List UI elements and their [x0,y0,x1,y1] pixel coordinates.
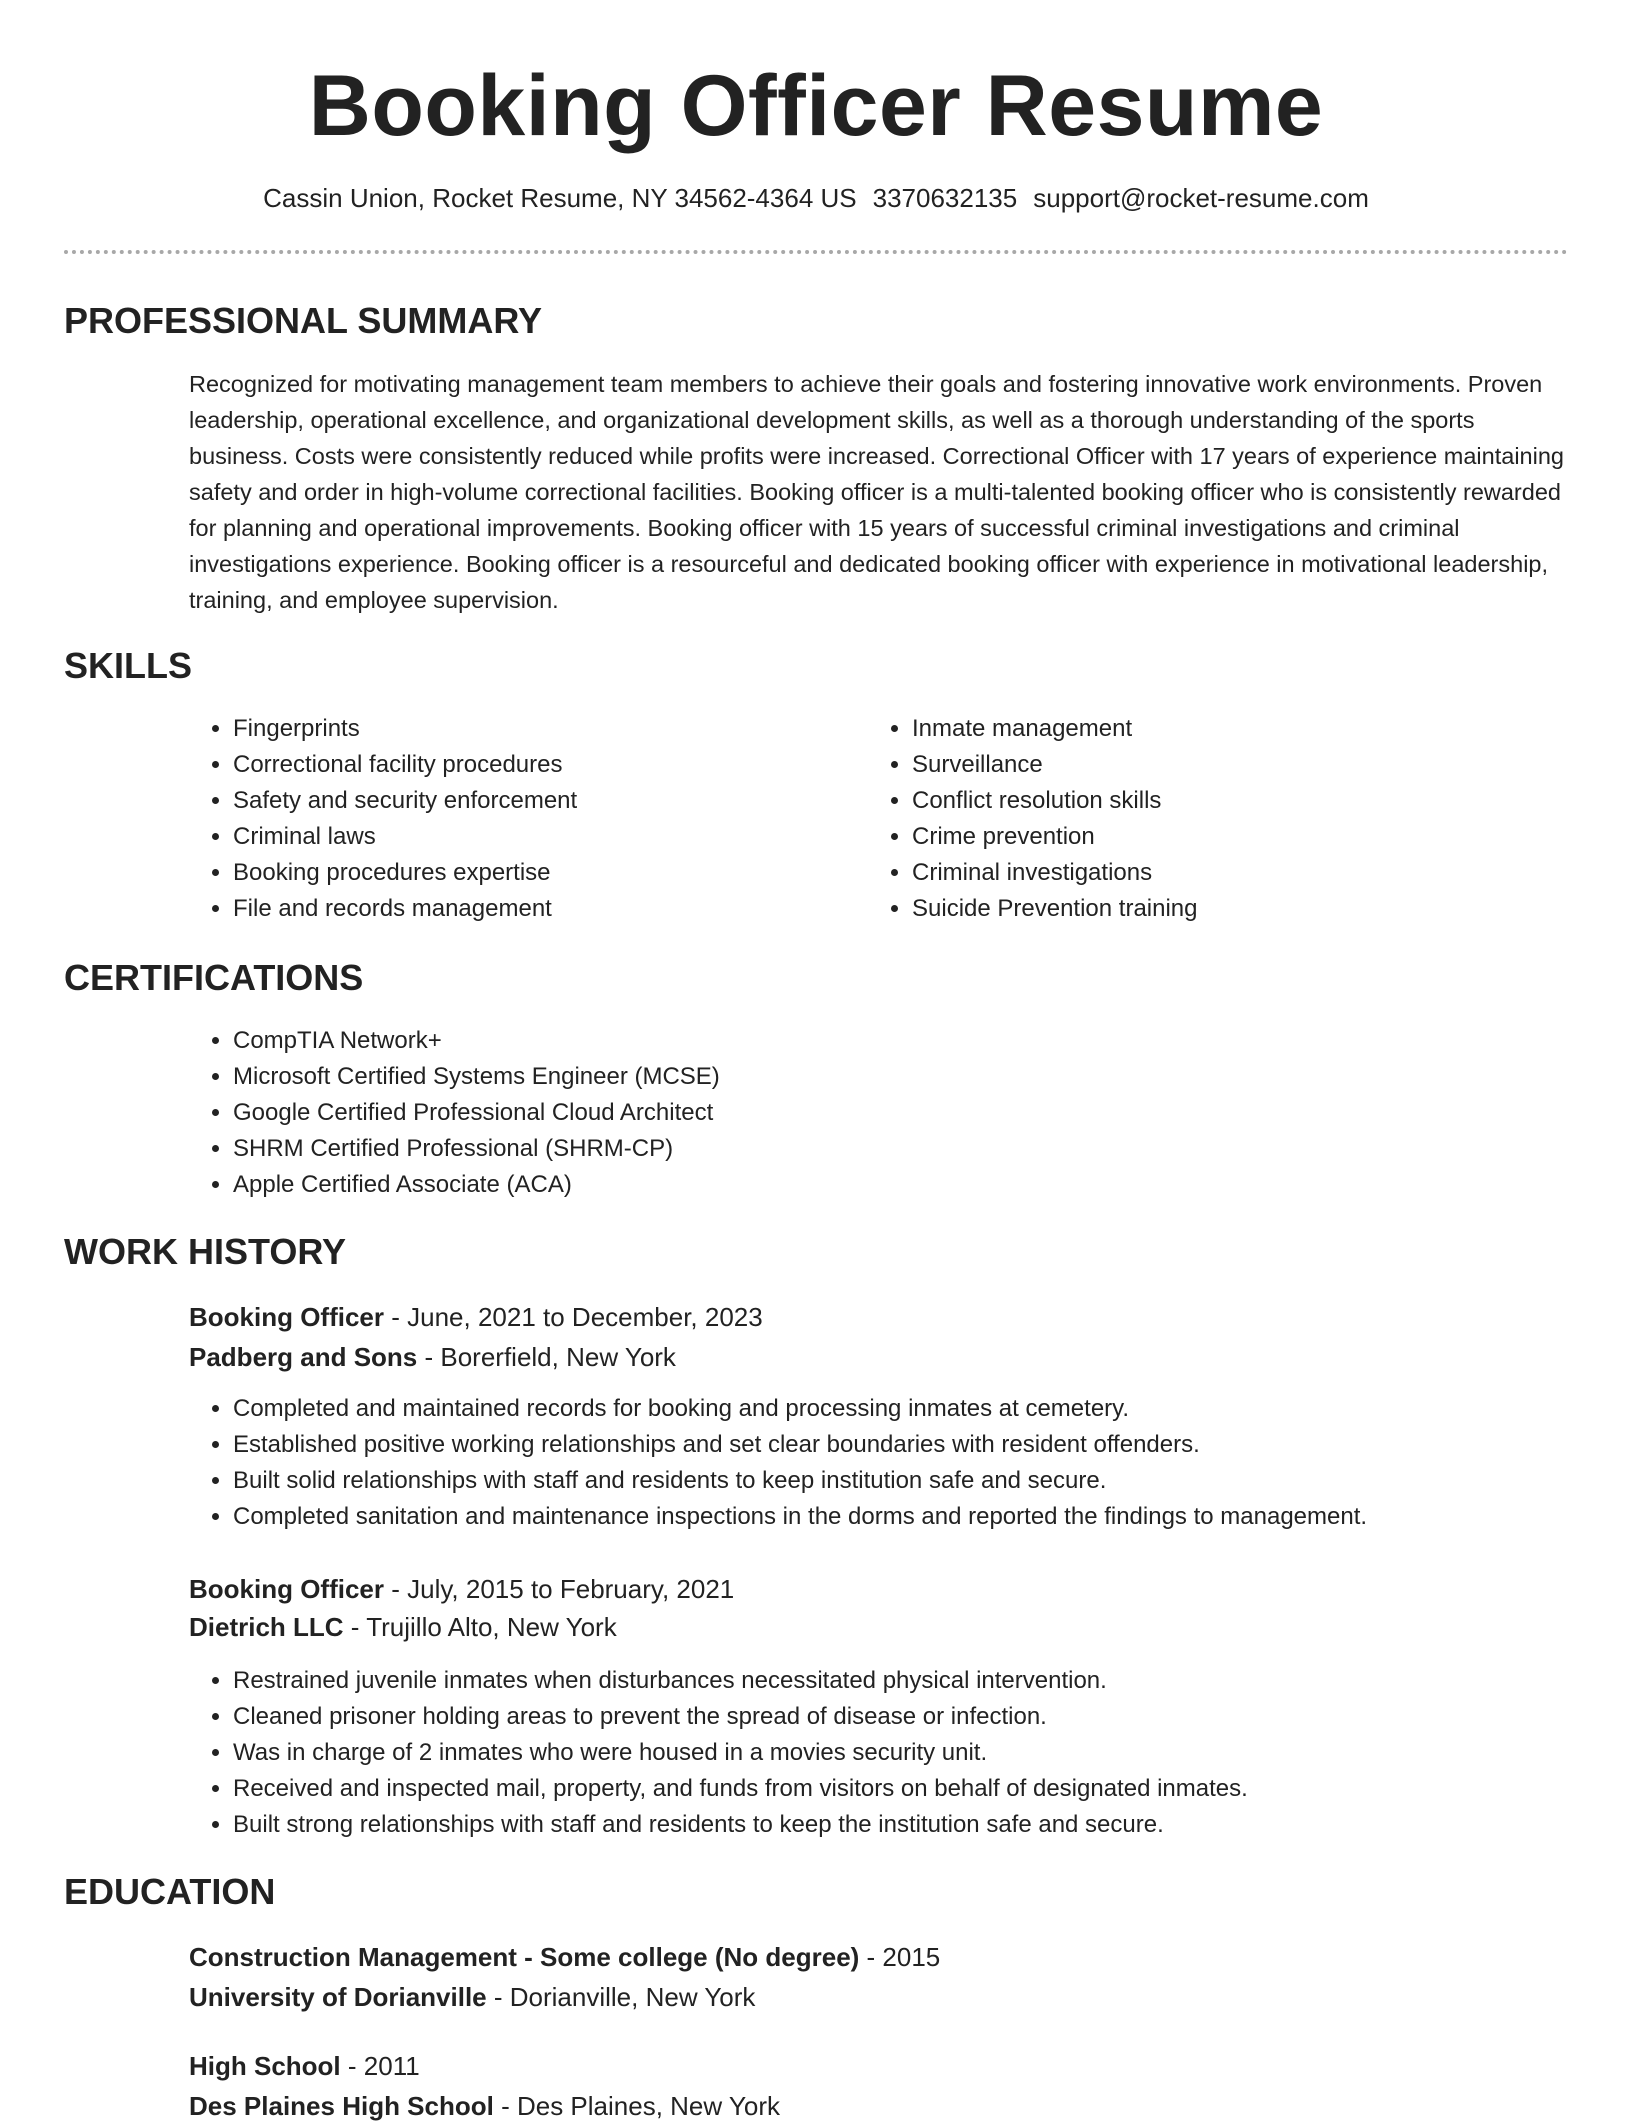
summary-heading: PROFESSIONAL SUMMARY [64,300,543,341]
list-item: • Booking procedures expertise [233,855,853,891]
contact-phone: 3370632135 [872,183,1018,213]
list-item: • Microsoft Certified Systems Engineer (MCSE) [233,1059,1533,1095]
education-degree: High School [189,2051,341,2081]
list-item: • Built strong relationships with staff and residents to keep the institution safe and secure. [233,1807,1613,1843]
education-heading: EDUCATION [64,1871,276,1912]
job-company-line [189,1608,617,1646]
contact-line [0,180,1632,216]
summary-text: Recognized for motivating management team members to achieve their goals and fostering innovative work environments. Proven leadership, operational excellence, and organizational development skills, as well as a thorough understanding of the sports business. Costs were consistently reduced while profits were increased. Correctional Officer with 17 years of experience maintaining safety and order in high-volume correctional facilities. Booking officer is a multi-talented booking officer who is consistently rewarded for planning and operational improvements. Booking officer with 15 years of successful criminal investigations and criminal investigations experience. Booking officer is a resourceful and dedicated booking officer with experience in motivational leadership, training, and employee supervision. [189,371,1564,613]
job-title: Booking Officer [189,1574,385,1604]
list-item: • Inmate management [912,711,1532,747]
list-item: • SHRM Certified Professional (SHRM-CP) [233,1131,1533,1167]
list-item: • Correctional facility procedures [233,747,853,783]
list-item: • Suicide Prevention training [912,891,1532,927]
list-item: • Safety and security enforcement [233,783,853,819]
contact-email: support@rocket-resume.com [1033,183,1369,213]
list-item: • CompTIA Network+ [233,1023,1533,1059]
education-year: - 2011 [340,2051,420,2081]
job-bullets [189,1663,1613,1843]
list-item: • Fingerprints [233,711,853,747]
certifications-heading: CERTIFICATIONS [64,957,364,998]
skills-heading: SKILLS [64,645,193,686]
education-school: University of Dorianville [189,1982,487,2012]
list-item: • Was in charge of 2 inmates who were housed in a movies security unit. [233,1735,1613,1771]
education-school-line [189,1978,755,2016]
list-item: • Google Certified Professional Cloud Architect [233,1095,1533,1131]
education-location: - Dorianville, New York [486,1982,756,2012]
list-item: • Surveillance [912,747,1532,783]
list-item: • Cleaned prisoner holding areas to prevent the spread of disease or infection. [233,1699,1613,1735]
list-item: • Built solid relationships with staff and residents to keep institution safe and secure. [233,1463,1613,1499]
job-title-line [189,1570,734,1608]
job-bullets [189,1391,1613,1535]
list-item: • Established positive working relationships and set clear boundaries with resident offenders. [233,1427,1613,1463]
job-company: Dietrich LLC [189,1612,344,1642]
work-history-heading: WORK HISTORY [64,1231,347,1272]
education-degree-line [189,2047,420,2085]
job-company-line [189,1338,676,1376]
education-location: - Des Plaines, New York [493,2091,780,2121]
header-divider [64,250,1568,254]
job-company: Padberg and Sons [189,1342,418,1372]
education-degree: Construction Management - Some college (No degree) [189,1942,860,1972]
job-title-line [189,1298,763,1336]
list-item: • Completed and maintained records for booking and processing inmates at cemetery. [233,1391,1613,1427]
list-item: • Completed sanitation and maintenance inspections in the dorms and reported the findings to management. [233,1499,1613,1535]
list-item: • File and records management [233,891,853,927]
certifications-list [189,1023,1533,1203]
list-item: • Received and inspected mail, property, and funds from visitors on behalf of designated inmates. [233,1771,1613,1807]
education-school-line [189,2087,780,2125]
skills-list-left [189,711,853,927]
job-dates: - June, 2021 to December, 2023 [384,1302,763,1332]
list-item: • Restrained juvenile inmates when disturbances necessitated physical intervention. [233,1663,1613,1699]
skills-list-right [868,711,1532,927]
education-school: Des Plaines High School [189,2091,494,2121]
list-item: • Apple Certified Associate (ACA) [233,1167,1533,1203]
job-dates: - July, 2015 to February, 2021 [384,1574,735,1604]
list-item: • Criminal laws [233,819,853,855]
education-degree-line [189,1938,940,1976]
resume-title: Booking Officer Resume [308,58,1324,154]
contact-address: Cassin Union, Rocket Resume, NY 34562-4364 US [263,183,857,213]
list-item: • Crime prevention [912,819,1532,855]
job-location: - Trujillo Alto, New York [343,1612,617,1642]
education-year: - 2015 [859,1942,941,1972]
job-title: Booking Officer [189,1302,385,1332]
job-location: - Borerfield, New York [417,1342,676,1372]
list-item: • Conflict resolution skills [912,783,1532,819]
list-item: • Criminal investigations [912,855,1532,891]
